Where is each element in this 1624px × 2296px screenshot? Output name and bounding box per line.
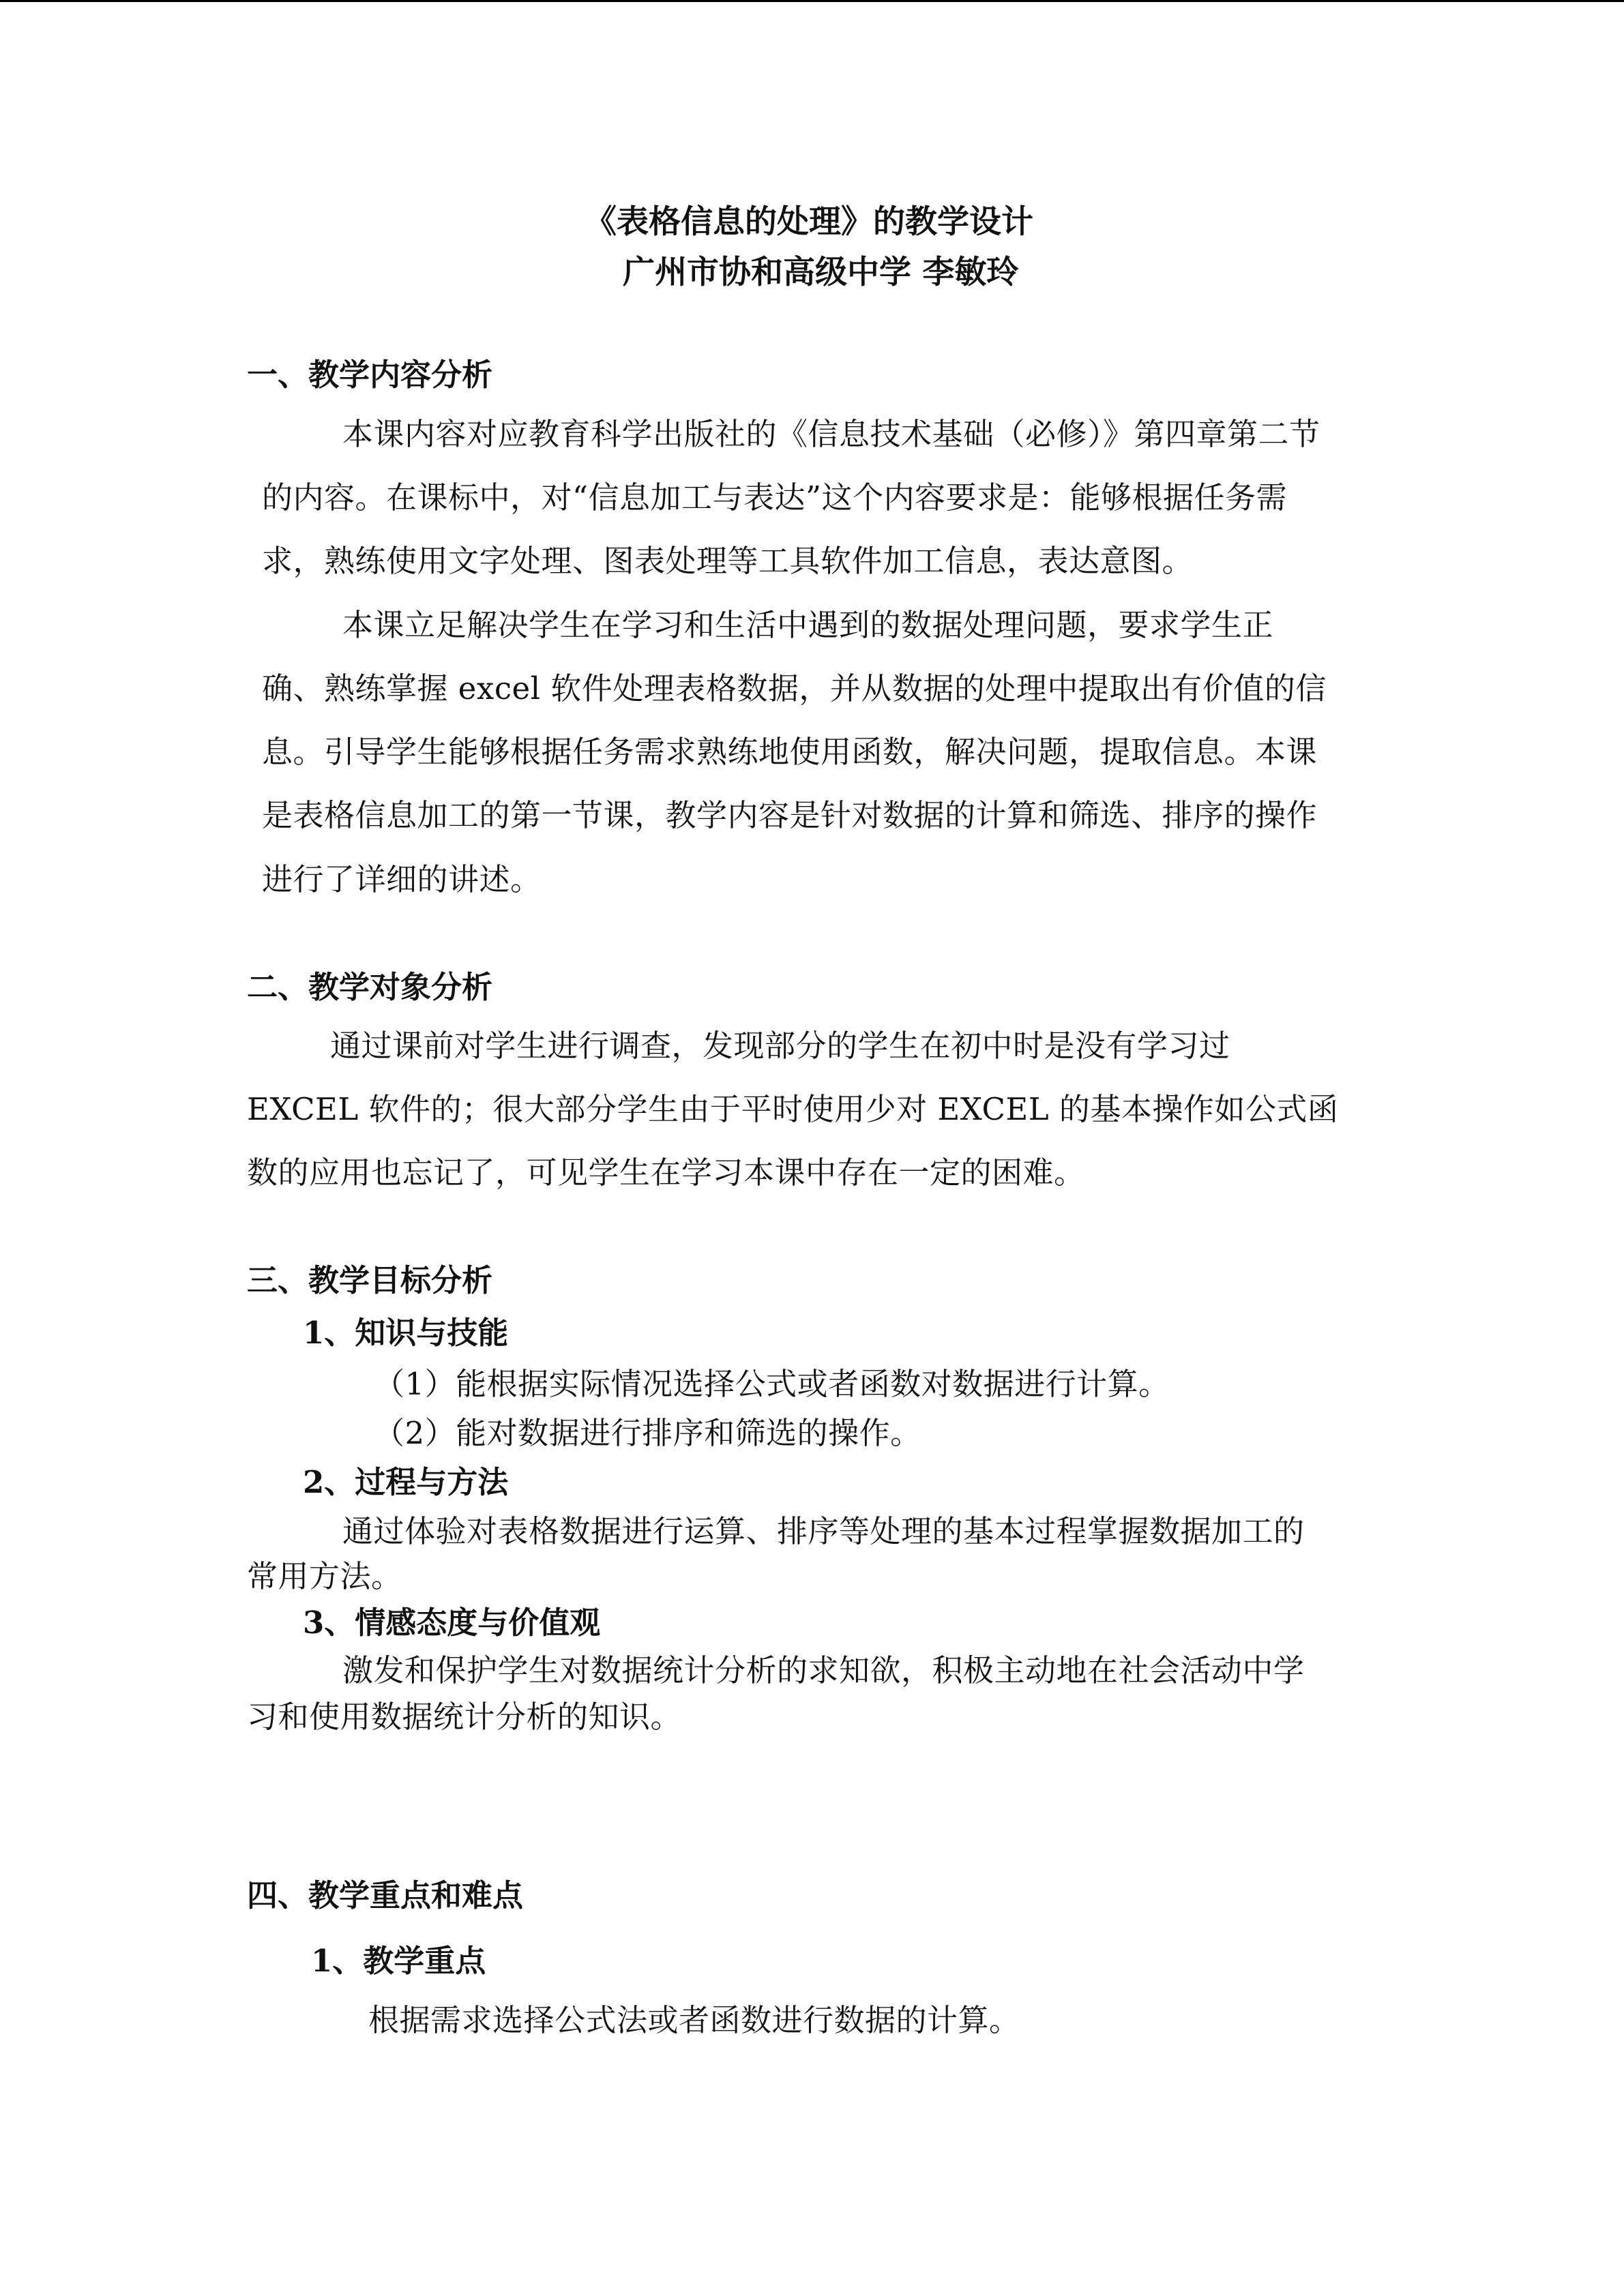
section-1-p2-line-4: 是表格信息加工的第一节课，教学内容是针对数据的计算和筛选、排序的操作 [262,797,1318,833]
section-2-p1-line-1: 通过课前对学生进行调查，发现部分的学生在初中时是没有学习过 [330,1028,1230,1064]
section-3-sub-2-line-2: 常用方法。 [247,1558,402,1594]
section-3-sub-1-item-1: （1）能根据实际情况选择公式或者函数对数据进行计算。 [374,1366,1170,1402]
section-2-heading: 二、教学对象分析 [247,969,493,1005]
section-3-sub-1-heading: 1、知识与技能 [303,1315,509,1351]
section-3-sub-3-line-1: 激发和保护学生对数据统计分析的求知欲，积极主动地在社会活动中学 [342,1652,1305,1688]
section-1-p2-line-2: 确、熟练掌握 excel 软件处理表格数据，并从数据的处理中提取出有价值的信 [262,670,1327,706]
section-3-sub-2-heading: 2、过程与方法 [303,1464,509,1500]
section-3-sub-2-line-1: 通过体验对表格数据进行运算、排序等处理的基本过程掌握数据加工的 [342,1513,1305,1549]
section-4-heading: 四、教学重点和难点 [247,1877,524,1913]
section-4-sub-1-heading: 1、教学重点 [311,1943,486,1979]
section-1-p2-line-5: 进行了详细的讲述。 [262,861,542,897]
section-3-heading: 三、教学目标分析 [247,1262,493,1298]
section-1-p1-line-3: 求，熟练使用文字处理、图表处理等工具软件加工信息，表达意图。 [262,543,1194,579]
section-1-p1-line-2: 的内容。在课标中，对“信息加工与表达”这个内容要求是：能够根据任务需 [262,479,1288,516]
section-1-p2-line-1: 本课立足解决学生在学习和生活中遇到的数据处理问题，要求学生正 [342,607,1274,643]
section-1-p2-line-3: 息。引导学生能够根据任务需求熟练地使用函数，解决问题，提取信息。本课 [262,734,1318,770]
section-3-sub-1-item-2: （2）能对数据进行排序和筛选的操作。 [374,1415,921,1451]
page-top-border [0,0,1624,2]
section-3-sub-3-line-2: 习和使用数据统计分析的知识。 [247,1699,682,1735]
section-2-p1-line-3: 数的应用也忘记了，可见学生在学习本课中存在一定的困难。 [247,1154,1085,1191]
section-3-sub-3-heading: 3、情感态度与价值观 [303,1605,601,1641]
document-title: 《表格信息的处理》的教学设计 [585,203,1033,241]
section-1-heading: 一、教学内容分析 [247,357,493,393]
section-1-p1-line-1: 本课内容对应教育科学出版社的《信息技术基础（必修）》第四章第二节 [342,416,1320,452]
document-author: 广州市协和高级中学 李敏玲 [623,254,1019,291]
section-4-sub-1-text: 根据需求选择公式法或者函数进行数据的计算。 [368,2002,1020,2038]
section-2-p1-line-2: EXCEL 软件的；很大部分学生由于平时使用少对 EXCEL 的基本操作如公式函 [247,1091,1339,1127]
